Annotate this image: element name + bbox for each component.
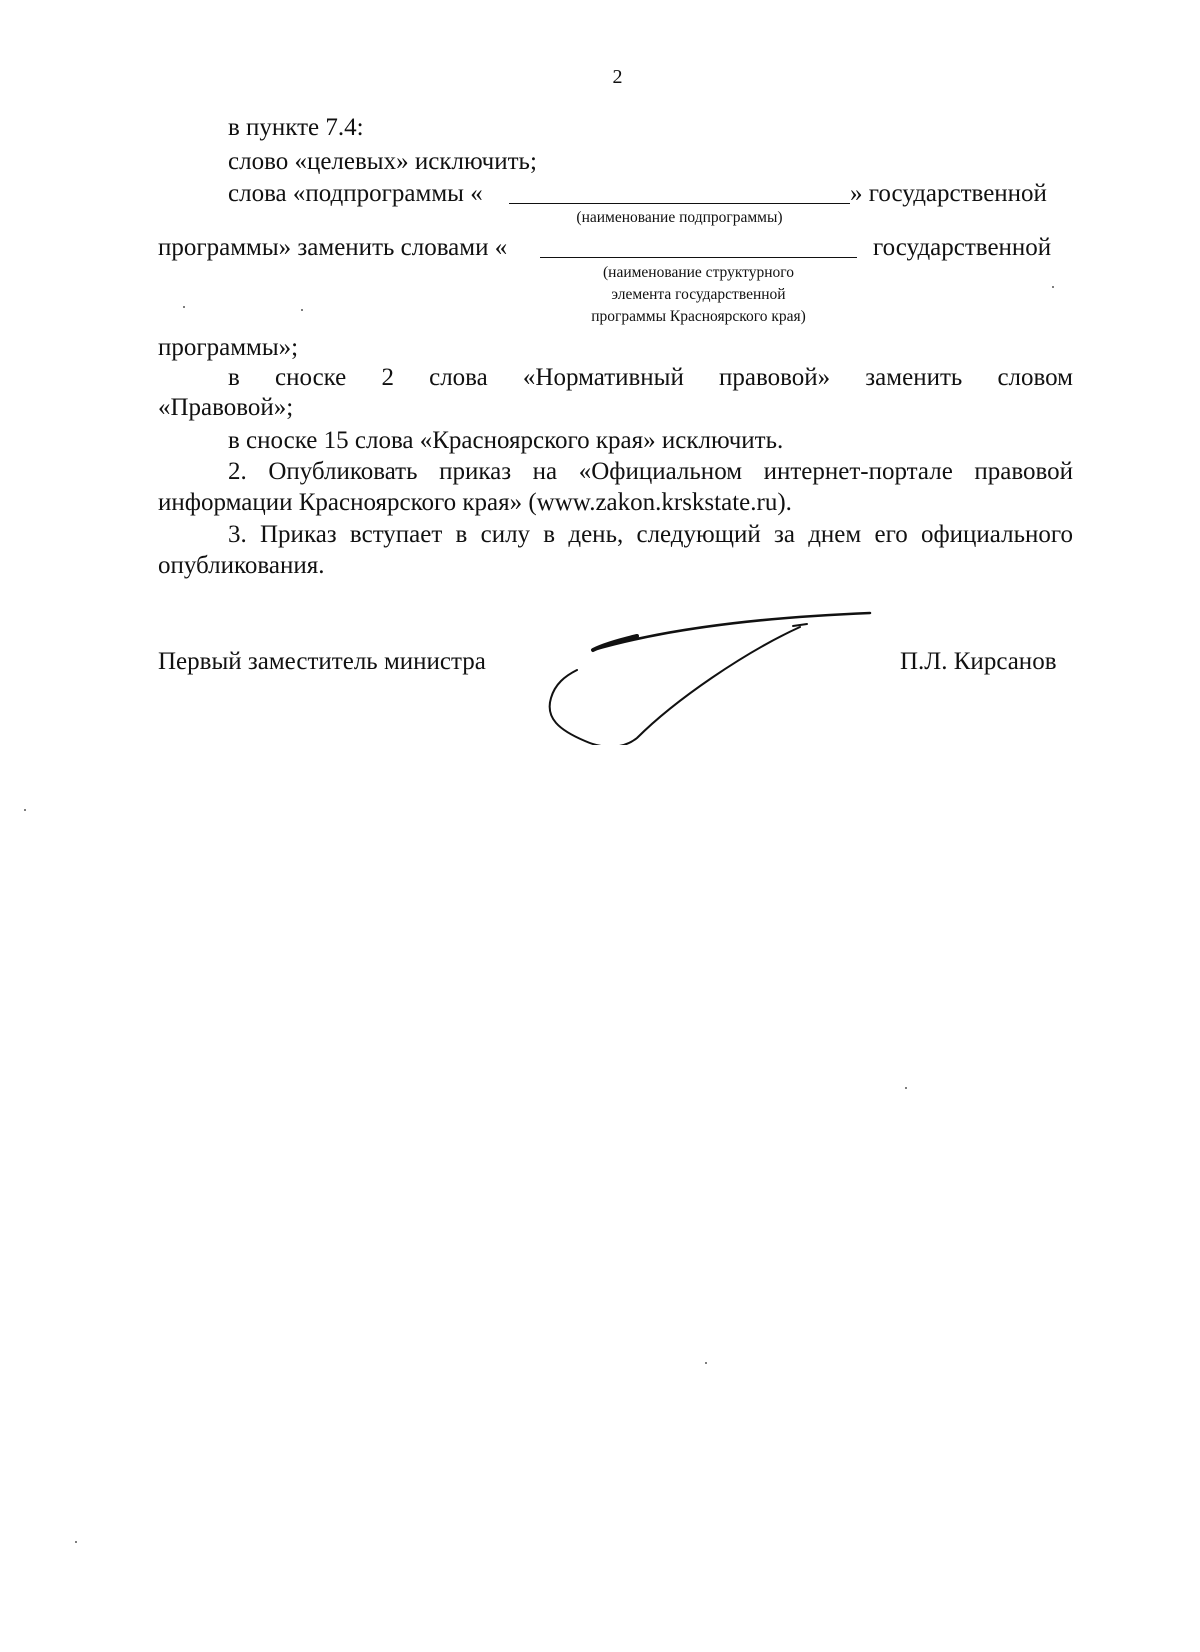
note-structural-element-l1: (наименование структурного bbox=[602, 264, 794, 281]
note-structural-element-l3: программы Красноярского края) bbox=[591, 308, 806, 325]
paragraph-footnote-15: в сноске 15 слова «Красноярского края» исключить. bbox=[228, 427, 784, 454]
paragraph-state-program: государственной bbox=[873, 234, 1052, 261]
note-subprogram-name: (наименование подпрограммы) bbox=[576, 209, 783, 226]
paragraph-point-7-4: в пункте 7.4: bbox=[228, 114, 364, 141]
paragraph-programs: программы»; bbox=[158, 334, 299, 361]
signatory-name: П.Л. Кирсанов bbox=[900, 648, 1057, 675]
paragraph-publish-l1: 2. Опубликовать приказ на «Официальном интернет-портале правовой bbox=[228, 458, 1073, 485]
scan-speck bbox=[301, 309, 303, 311]
blank-structural-element bbox=[540, 257, 857, 258]
paragraph-effective-l1: 3. Приказ вступает в силу в день, следующий за днем его официального bbox=[228, 521, 1073, 548]
handwritten-signature bbox=[545, 600, 885, 745]
scan-speck bbox=[75, 1541, 77, 1543]
paragraph-replace-start: слова «подпрограммы « bbox=[228, 180, 483, 207]
paragraph-replace-with: программы» заменить словами « bbox=[158, 234, 508, 261]
paragraph-footnote-2-l2: «Правовой»; bbox=[158, 394, 294, 421]
paragraph-replace-end: » государственной bbox=[850, 180, 1047, 207]
paragraph-effective-l2: опубликования. bbox=[158, 552, 325, 579]
scan-speck bbox=[1052, 286, 1054, 288]
scan-speck bbox=[183, 306, 185, 308]
paragraph-word-exclude: слово «целевых» исключить; bbox=[228, 148, 537, 175]
page-number: 2 bbox=[612, 66, 623, 88]
paragraph-footnote-2-l1: в сноске 2 слова «Нормативный правовой» заменить словом bbox=[228, 364, 1073, 391]
signatory-position: Первый заместитель министра bbox=[158, 648, 486, 675]
scan-speck bbox=[705, 1362, 707, 1364]
scan-speck bbox=[24, 809, 26, 811]
paragraph-publish-l2: информации Красноярского края» (www.zakon.krskstate.ru). bbox=[158, 489, 792, 516]
note-structural-element-l2: элемента государственной bbox=[611, 286, 786, 303]
blank-subprogram-name bbox=[509, 203, 850, 204]
scan-speck bbox=[905, 1087, 907, 1089]
